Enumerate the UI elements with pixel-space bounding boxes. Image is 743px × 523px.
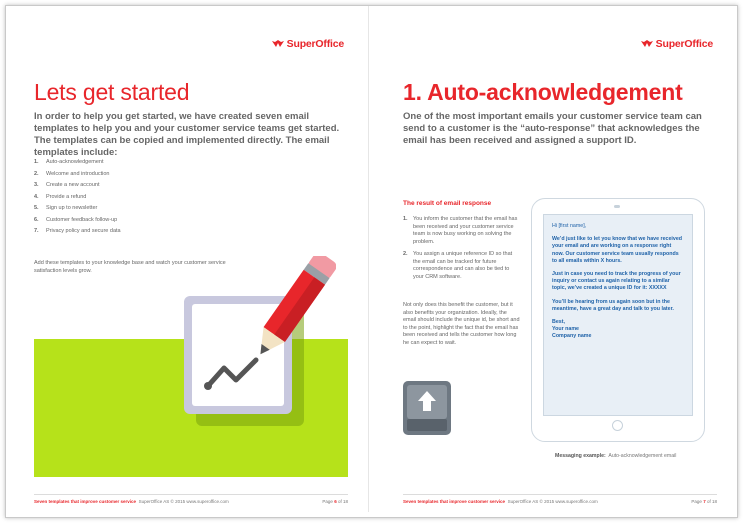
lead-paragraph: In order to help you get started, we have created seven email templates to help you and your customer service teams get started. The templates can be copied and implemented directly. The email templates include: — [34, 111, 340, 158]
email-paragraph: We’d just like to let you know that we have received your email and are working on a response right now. Our customer service team usually responds to all emails within X hours. — [552, 236, 683, 264]
superoffice-logo — [640, 38, 713, 50]
section-subheading: The result of email response — [403, 200, 492, 207]
tablet-mockup — [531, 198, 705, 442]
list-item: 5. Sign up to newsletter — [34, 205, 98, 211]
left-page — [6, 6, 364, 512]
list-item: 4. Provide a refund — [34, 193, 87, 200]
page-number: Page 6 of 18 — [322, 499, 348, 504]
lead-paragraph: One of the most important emails your customer service team can send to a customer is the “auto-response” that acknowledges the email has been received and assigned a support ID. — [403, 111, 702, 146]
right-page — [375, 6, 733, 512]
list-item: 1. Auto-acknowledgement — [34, 159, 104, 165]
list-item: 3. Create a new account — [34, 182, 100, 188]
list-item: 2. You assign a unique reference ID so that the email can be tracked for future correspondence and can also be tied to your CRM software. — [403, 251, 513, 280]
logo-mark-icon — [640, 39, 654, 49]
camera-icon — [614, 205, 620, 208]
logo-mark-icon — [271, 39, 285, 49]
logo-text: SuperOffice — [286, 38, 344, 50]
closing-paragraph: Add these templates to your knowledge base and watch your customer service satisfaction levels grow. — [34, 260, 226, 274]
upload-tray-icon — [403, 381, 451, 435]
pencil-and-chart-icon — [176, 256, 336, 441]
email-signoff: Best, Your name Company name — [552, 319, 592, 340]
email-paragraph: Just in case you need to track the progress of your inquiry or contact us again relating to a similar topic, we’ve created a unique ID for it: XXXXX — [552, 271, 681, 292]
email-paragraph: You’ll be hearing from us again soon but in the meantime, have a great day and talk to you later. — [552, 298, 674, 312]
result-list — [403, 216, 521, 286]
list-item: 2. Welcome and introduction — [34, 170, 110, 177]
page-divider — [368, 6, 369, 512]
footer-text: Seven templates that improve customer service SuperOffice AS © 2015 www.superoffice.com — [34, 499, 229, 504]
list-item: 6. Customer feedback follow-up — [34, 216, 118, 223]
page-title: 1. Auto-acknowledgement — [403, 79, 683, 105]
email-greeting: Hi [first name], — [552, 223, 587, 229]
page-footer — [34, 494, 348, 504]
page-title: Lets get started — [34, 79, 190, 105]
superoffice-logo — [271, 38, 344, 50]
footer-text: Seven templates that improve customer service SuperOffice AS © 2015 www.superoffice.com — [403, 499, 598, 504]
list-item: 7. Privacy policy and secure data — [34, 228, 121, 234]
list-item: 1. You inform the customer that the email has been received and your customer service team is now busy working on solving the problem. — [403, 216, 518, 245]
image-caption: Messaging example: Auto-acknowledgement email — [555, 453, 677, 459]
page-number: Page 7 of 18 — [691, 499, 717, 504]
email-preview — [543, 214, 693, 416]
logo-text: SuperOffice — [655, 38, 713, 50]
body-paragraph: Not only does this benefit the customer, but it also benefits your organization. Ideally, the email should include the unique id, be short and to the point, highlight the fact that the email has been received and tells the customer how long he can expect to wait. — [403, 302, 520, 346]
page-footer — [403, 494, 717, 504]
home-button-icon — [612, 420, 623, 431]
template-list — [34, 159, 121, 240]
